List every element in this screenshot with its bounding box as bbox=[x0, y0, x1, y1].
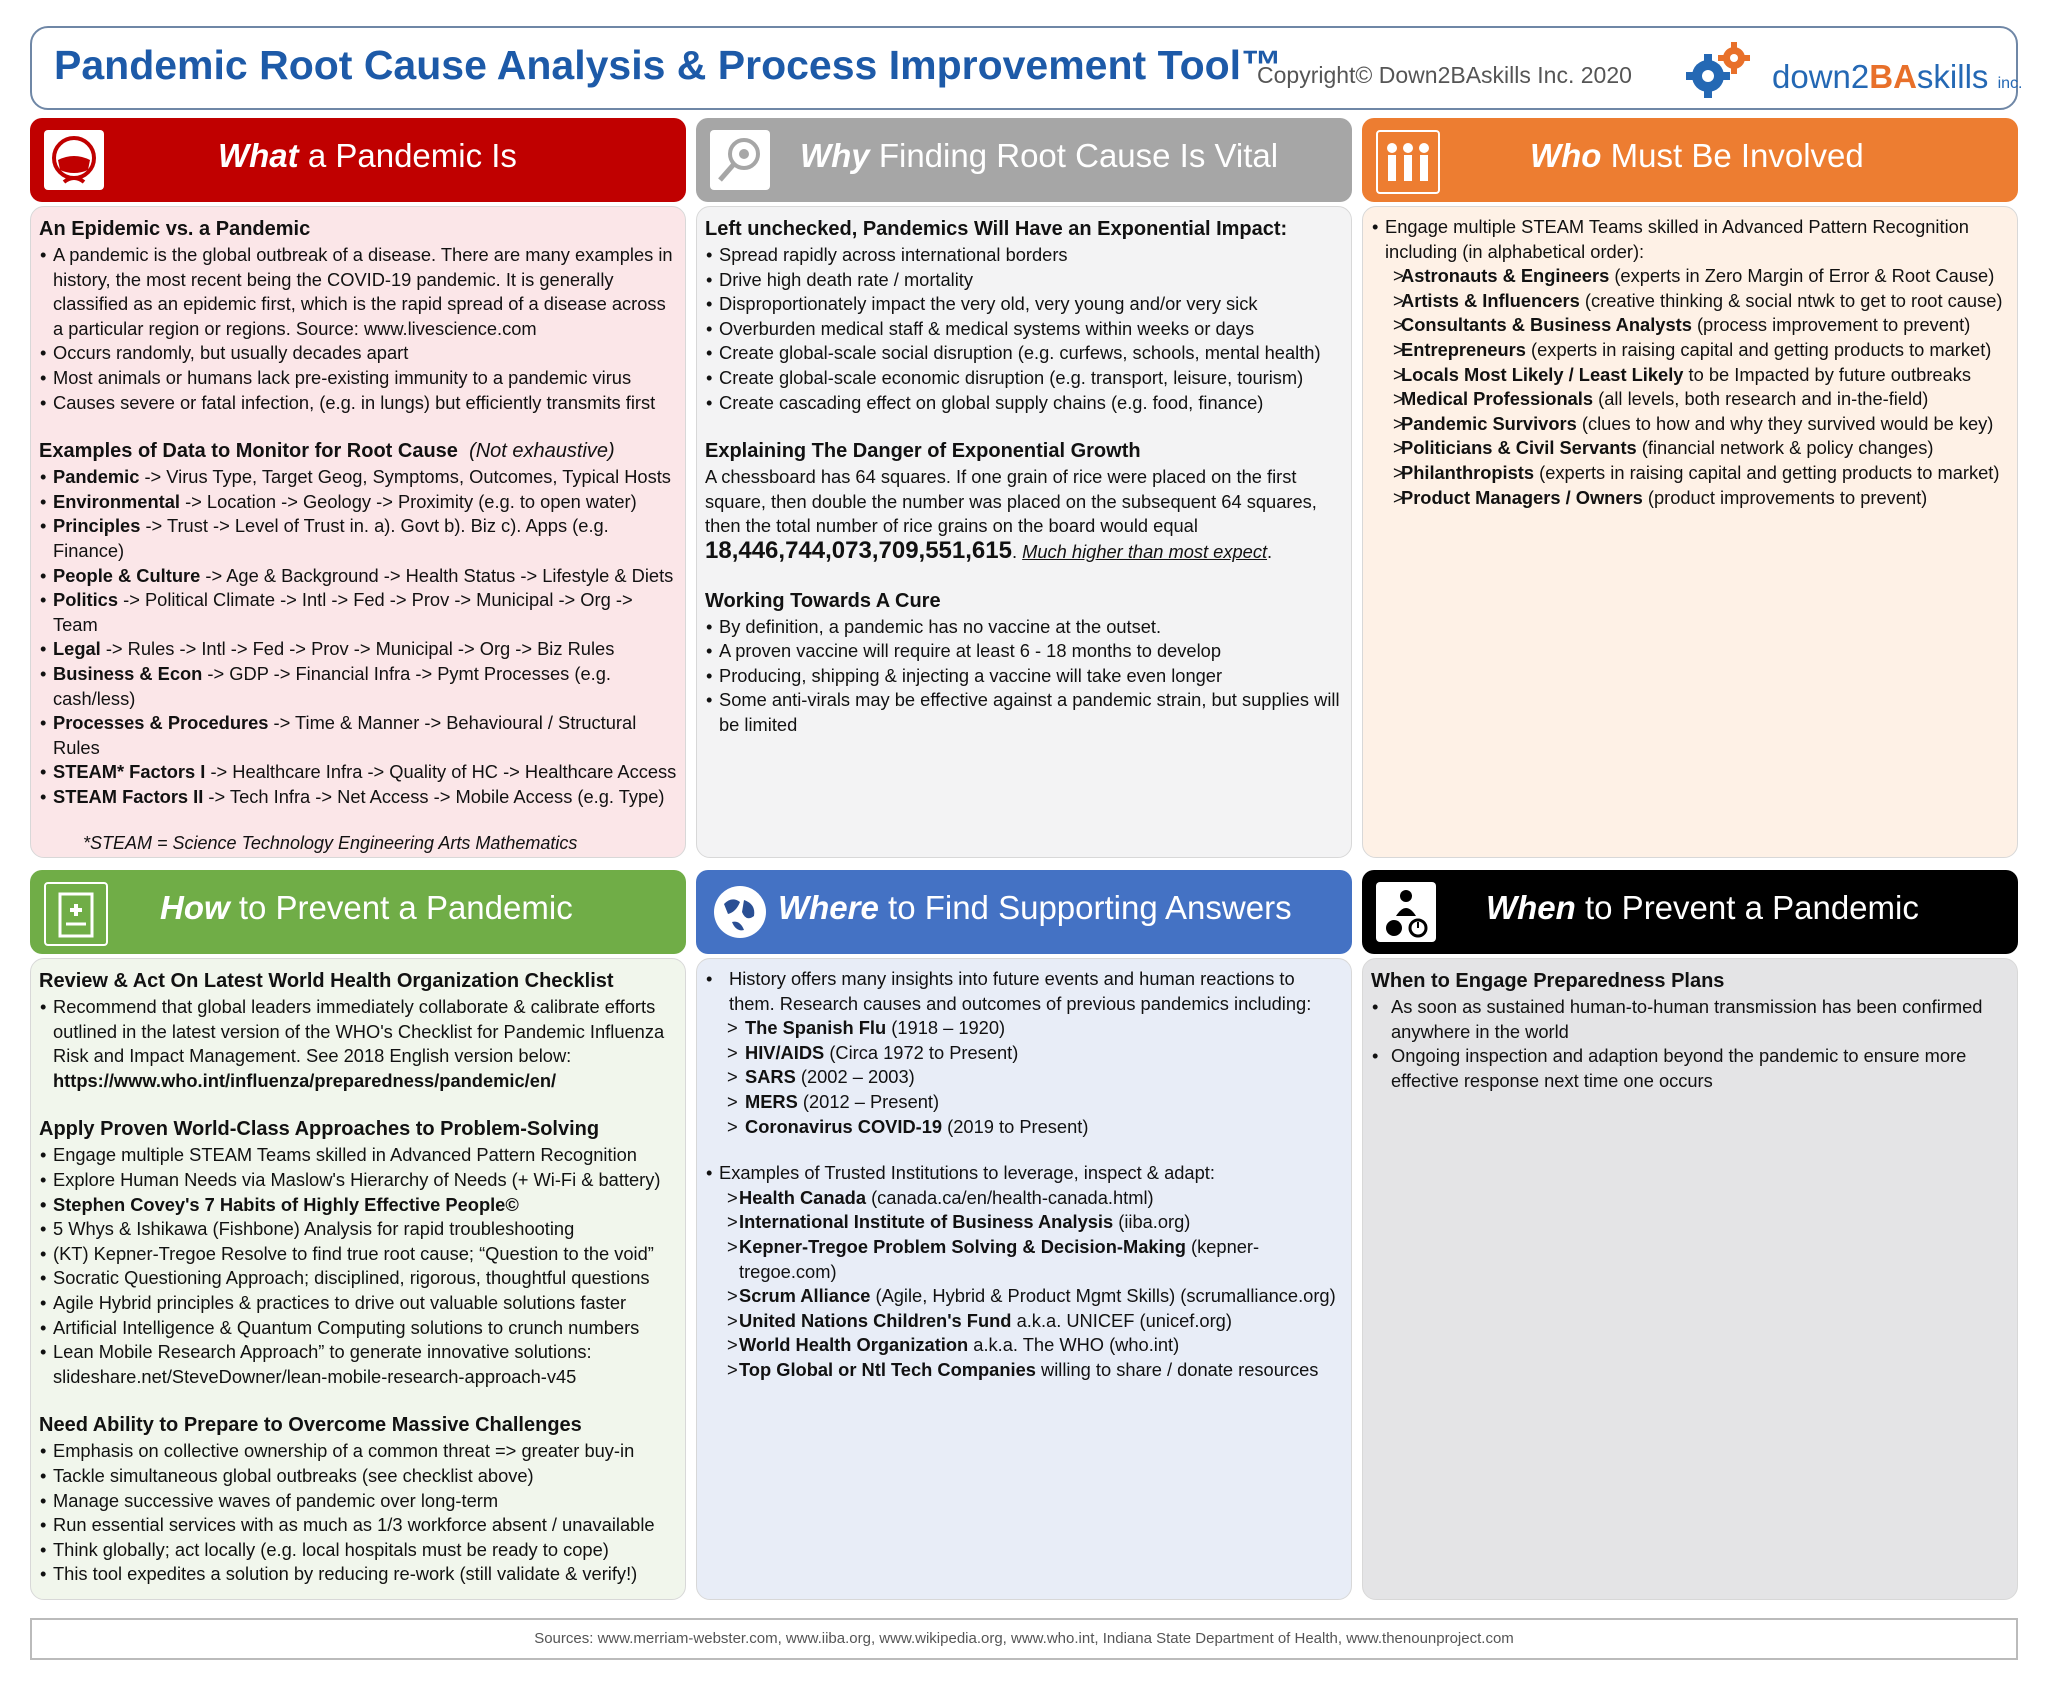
list-item: > Product Managers / Owners (product improvements to prevent) bbox=[1371, 486, 2009, 511]
how-section-header bbox=[30, 870, 686, 954]
list-item: • Lean Mobile Research Approach” to generate innovative solutions: bbox=[39, 1340, 677, 1365]
list-item: • Principles -> Trust -> Level of Trust in. a). Govt b). Biz c). Apps (e.g. Finance) bbox=[39, 514, 677, 563]
who-intro: • Engage multiple STEAM Teams skilled in Advanced Pattern Recognition including (in alphabetical order): bbox=[1371, 215, 2009, 264]
list-item: • Explore Human Needs via Maslow's Hierarchy of Needs (+ Wi-Fi & battery) bbox=[39, 1168, 677, 1193]
list-item: • Some anti-virals may be effective against a pandemic strain, but supplies will be limited bbox=[705, 688, 1343, 737]
list-item: • Engage multiple STEAM Teams skilled in Advanced Pattern Recognition bbox=[39, 1143, 677, 1168]
list-item: • Think globally; act locally (e.g. local hospitals must be ready to cope) bbox=[39, 1538, 677, 1563]
list-item: > International Institute of Business Analysis (iiba.org) bbox=[705, 1210, 1343, 1235]
list-item: > Medical Professionals (all levels, both research and in-the-field) bbox=[1371, 387, 2009, 412]
who-section-header bbox=[1362, 118, 2018, 202]
list-item: • (KT) Kepner-Tregoe Resolve to find true root cause; “Question to the void” bbox=[39, 1242, 677, 1267]
what-section-title: What a Pandemic Is bbox=[218, 137, 517, 174]
list-item: > United Nations Children's Fund a.k.a. UNICEF (unicef.org) bbox=[705, 1309, 1343, 1334]
rice-total: 18,446,744,073,709,551,615. Much higher than most expect. bbox=[705, 536, 1273, 564]
who-checklist-heading: Review & Act On Latest World Health Organization Checklist bbox=[39, 970, 614, 992]
list-item: > Consultants & Business Analysts (process improvement to prevent) bbox=[1371, 313, 2009, 338]
page-header bbox=[30, 26, 2023, 110]
list-item: • Drive high death rate / mortality bbox=[705, 268, 1343, 293]
list-item: • Business & Econ -> GDP -> Financial Infra -> Pymt Processes (e.g. cash/less) bbox=[39, 662, 677, 711]
list-item: > MERS (2012 – Present) bbox=[705, 1090, 1343, 1115]
who-list bbox=[1371, 215, 2009, 510]
institutions-intro: • Examples of Trusted Institutions to leverage, inspect & adapt: bbox=[705, 1161, 1343, 1186]
person-clock-money-icon bbox=[1376, 882, 1436, 942]
list-item: > Entrepreneurs (experts in raising capital and getting products to market) bbox=[1371, 338, 2009, 363]
what-section-panel bbox=[30, 206, 686, 858]
list-item: > Pandemic Survivors (clues to how and why they survived would be key) bbox=[1371, 412, 2009, 437]
list-item: • Most animals or humans lack pre-existing immunity to a pandemic virus bbox=[39, 366, 677, 391]
list-item: • Pandemic -> Virus Type, Target Geog, Symptoms, Outcomes, Typical Hosts bbox=[39, 465, 677, 490]
problem-solving-heading: Apply Proven World-Class Approaches to Problem-Solving bbox=[39, 1118, 600, 1141]
why-section-title: Why Finding Root Cause Is Vital bbox=[800, 137, 1279, 174]
list-item: > World Health Organization a.k.a. The WHO (who.int) bbox=[705, 1333, 1343, 1358]
list-item: • Spread rapidly across international borders bbox=[705, 243, 1343, 268]
data-monitor-heading: Examples of Data to Monitor for Root Cause (Not exhaustive) bbox=[39, 440, 615, 463]
where-section-title: Where to Find Supporting Answers bbox=[778, 889, 1292, 926]
list-item: • Artificial Intelligence & Quantum Computing solutions to crunch numbers bbox=[39, 1316, 677, 1341]
list-item: • Emphasis on collective ownership of a common threat => greater buy-in bbox=[39, 1439, 677, 1464]
steam-footnote: *STEAM = Science Technology Engineering Arts Mathematics bbox=[83, 833, 578, 854]
list-item: • Recommend that global leaders immediately collaborate & calibrate efforts outlined in the latest version of the WHO's Checklist for Pandemic Influenza Risk and Impact Management. See 2018 English version below: bbox=[39, 995, 677, 1069]
list-item: • A proven vaccine will require at least 6 - 18 months to develop bbox=[705, 639, 1343, 664]
list-item: • Agile Hybrid principles & practices to drive out valuable solutions faster bbox=[39, 1291, 677, 1316]
list-item: > The Spanish Flu (1918 – 1920) bbox=[705, 1016, 1343, 1041]
list-item: > Coronavirus COVID-19 (2019 to Present) bbox=[705, 1115, 1343, 1140]
list-item: • Occurs randomly, but usually decades apart bbox=[39, 341, 677, 366]
virus-magnifier-icon bbox=[710, 130, 770, 190]
company-logo bbox=[1680, 38, 2023, 104]
list-item: • STEAM Factors II -> Tech Infra -> Net Access -> Mobile Access (e.g. Type) bbox=[39, 785, 677, 810]
list-item: > Locals Most Likely / Least Likely to be Impacted by future outbreaks bbox=[1371, 363, 2009, 388]
list-item: • Socratic Questioning Approach; disciplined, rigorous, thoughtful questions bbox=[39, 1266, 677, 1291]
list-item: • As soon as sustained human-to-human transmission has been confirmed anywhere in the world bbox=[1371, 995, 2009, 1044]
list-item: > Philanthropists (experts in raising capital and getting products to market) bbox=[1371, 461, 2009, 486]
data-monitor-list bbox=[39, 465, 677, 809]
mask-person-icon bbox=[44, 130, 104, 190]
approaches-list bbox=[39, 1143, 677, 1389]
list-item: > Astronauts & Engineers (experts in Zero Margin of Error & Root Cause) bbox=[1371, 264, 2009, 289]
list-item: • This tool expedites a solution by reducing re-work (still validate & verify!) bbox=[39, 1562, 677, 1587]
list-item: • Run essential services with as much as 1/3 workforce absent / unavailable bbox=[39, 1513, 677, 1538]
cure-heading: Working Towards A Cure bbox=[705, 589, 941, 612]
list-item: • Create global-scale social disruption (e.g. curfews, schools, mental health) bbox=[705, 341, 1343, 366]
gear-logo-icon bbox=[1680, 38, 1760, 104]
when-section-panel bbox=[1362, 958, 2018, 1600]
list-item: • Create cascading effect on global supply chains (e.g. food, finance) bbox=[705, 391, 1343, 416]
group-people-icon bbox=[1376, 130, 1440, 194]
exponential-growth-heading: Explaining The Danger of Exponential Growth bbox=[705, 440, 1141, 463]
list-item: • STEAM* Factors I -> Healthcare Infra -> Quality of HC -> Healthcare Access bbox=[39, 760, 677, 785]
how-section-panel bbox=[30, 958, 686, 1600]
challenges-heading: Need Ability to Prepare to Overcome Massive Challenges bbox=[39, 1414, 582, 1437]
cure-list bbox=[705, 615, 1343, 738]
list-item: • A pandemic is the global outbreak of a disease. There are many examples in history, the most recent being the COVID-19 pandemic. It is generally classified as an epidemic first, which is the rapid spread of a disease across a particular region or regions. Source: www.livescience.com bbox=[39, 243, 677, 341]
page-title: Pandemic Root Cause Analysis & Process Improvement Tool™ bbox=[54, 42, 1283, 88]
list-item: • Environmental -> Location -> Geology -> Proximity (e.g. to open water) bbox=[39, 490, 677, 515]
what-section-header bbox=[30, 118, 686, 202]
list-item: • 5 Whys & Ishikawa (Fishbone) Analysis for rapid troubleshooting bbox=[39, 1217, 677, 1242]
why-section-header bbox=[696, 118, 1352, 202]
who-section-title: Who Must Be Involved bbox=[1530, 137, 1864, 174]
how-section-title: How to Prevent a Pandemic bbox=[160, 889, 573, 926]
exponential-impact-heading: Left unchecked, Pandemics Will Have an Exponential Impact: bbox=[705, 218, 1288, 240]
checklist-list bbox=[39, 995, 677, 1093]
medical-clipboard-icon bbox=[44, 882, 108, 946]
why-section-panel bbox=[696, 206, 1352, 858]
list-item: • Producing, shipping & injecting a vaccine will take even longer bbox=[705, 664, 1343, 689]
list-item: • Stephen Covey's 7 Habits of Highly Effective People© bbox=[39, 1193, 677, 1218]
list-item: • Overburden medical staff & medical systems within weeks or days bbox=[705, 317, 1343, 342]
list-item: > Artists & Influencers (creative thinking & social ntwk to get to root cause) bbox=[1371, 289, 2009, 314]
when-list bbox=[1371, 995, 2009, 1093]
list-item: > Top Global or Ntl Tech Companies willing to share / donate resources bbox=[705, 1358, 1343, 1383]
preparedness-heading: When to Engage Preparedness Plans bbox=[1371, 970, 1725, 992]
list-item: • Ongoing inspection and adaption beyond the pandemic to ensure more effective response next time one occurs bbox=[1371, 1044, 2009, 1093]
list-item: • People & Culture -> Age & Background -> Health Status -> Lifestyle & Diets bbox=[39, 564, 677, 589]
list-item: > Health Canada (canada.ca/en/health-canada.html) bbox=[705, 1186, 1343, 1211]
list-item: • Processes & Procedures -> Time & Manner -> Behavioural / Structural Rules bbox=[39, 711, 677, 760]
list-item: > SARS (2002 – 2003) bbox=[705, 1065, 1343, 1090]
who-checklist-link[interactable]: https://www.who.int/influenza/preparedness/pandemic/en/ bbox=[53, 1069, 557, 1091]
history-list bbox=[705, 967, 1343, 1139]
list-item: • Legal -> Rules -> Intl -> Fed -> Prov -> Municipal -> Org -> Biz Rules bbox=[39, 637, 677, 662]
when-section-header bbox=[1362, 870, 2018, 954]
list-item: • Causes severe or fatal infection, (e.g. in lungs) but efficiently transmits first bbox=[39, 391, 677, 416]
globe-icon bbox=[710, 882, 770, 942]
epidemic-list bbox=[39, 243, 677, 415]
chessboard-text: A chessboard has 64 squares. If one grain of rice were placed on the first square, then double the number was placed on the subsequent 64 squares, then the total number of rice grains on the board would equal bbox=[705, 466, 1317, 537]
who-section-panel bbox=[1362, 206, 2018, 858]
challenges-list bbox=[39, 1439, 677, 1587]
copyright-text: Copyright© Down2BAskills Inc. 2020 bbox=[1257, 62, 1632, 88]
when-section-title: When to Prevent a Pandemic bbox=[1486, 889, 1919, 926]
impact-list bbox=[705, 243, 1343, 415]
slideshare-link[interactable]: slideshare.net/SteveDowner/lean-mobile-research-approach-v45 bbox=[53, 1365, 577, 1387]
list-item: > Scrum Alliance (Agile, Hybrid & Product Mgmt Skills) (scrumalliance.org) bbox=[705, 1284, 1343, 1309]
logo-wordmark: down2BAskills inc. bbox=[1772, 58, 2023, 95]
institutions-list bbox=[705, 1161, 1343, 1382]
list-item: • Politics -> Political Climate -> Intl -> Fed -> Prov -> Municipal -> Org -> Team bbox=[39, 588, 677, 637]
list-item: • By definition, a pandemic has no vaccine at the outset. bbox=[705, 615, 1343, 640]
where-section-panel bbox=[696, 958, 1352, 1600]
history-intro: • History offers many insights into future events and human reactions to them. Research causes and outcomes of previous pandemics including: bbox=[705, 967, 1343, 1016]
list-item: > Kepner-Tregoe Problem Solving & Decision-Making (kepner-tregoe.com) bbox=[705, 1235, 1343, 1284]
epidemic-vs-pandemic-heading: An Epidemic vs. a Pandemic bbox=[39, 218, 311, 240]
list-item: > HIV/AIDS (Circa 1972 to Present) bbox=[705, 1041, 1343, 1066]
list-item: • Create global-scale economic disruption (e.g. transport, leisure, tourism) bbox=[705, 366, 1343, 391]
list-item: • Tackle simultaneous global outbreaks (see checklist above) bbox=[39, 1464, 677, 1489]
list-item: • Manage successive waves of pandemic over long-term bbox=[39, 1489, 677, 1514]
where-section-header bbox=[696, 870, 1352, 954]
list-item: • Disproportionately impact the very old, very young and/or very sick bbox=[705, 292, 1343, 317]
sources-footer: Sources: www.merriam-webster.com, www.iiba.org, www.wikipedia.org, www.who.int, Indiana State Department of Health, www.thenounproject.com bbox=[30, 1618, 2018, 1660]
list-item: > Politicians & Civil Servants (financial network & policy changes) bbox=[1371, 436, 2009, 461]
